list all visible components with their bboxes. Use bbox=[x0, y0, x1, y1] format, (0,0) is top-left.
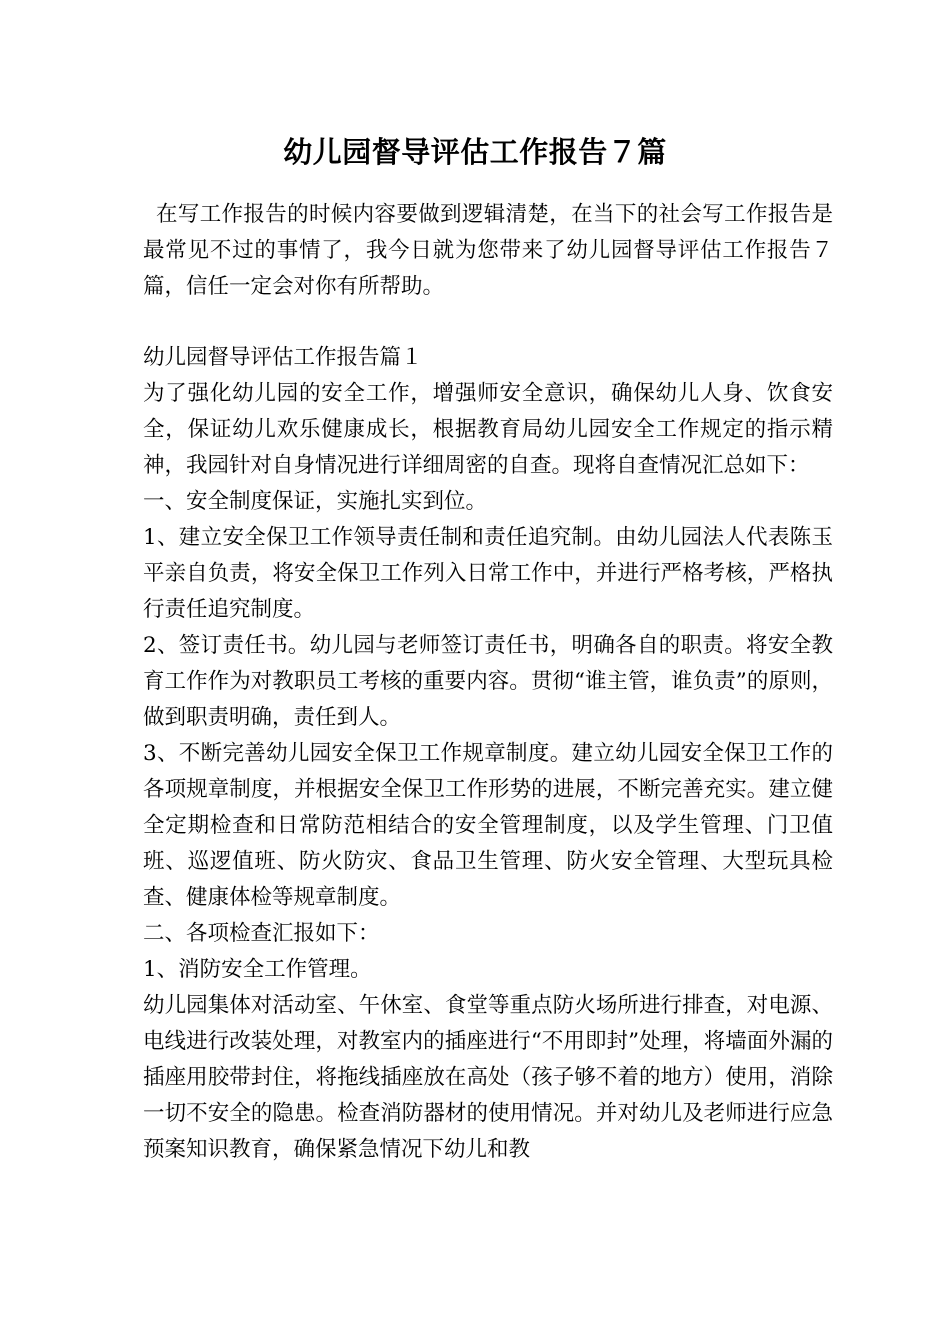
body-heading: 一、安全制度保证，实施扎实到位。 bbox=[143, 489, 488, 514]
body-paragraph: 2、签订责任书。幼儿园与老师签订责任书，明确各自的职责。将安全教育工作作为对教职员工考核的重要内容。贯彻“谁主管，谁负责”的原则，做到职责明确，责任到人。 bbox=[143, 633, 833, 730]
body-paragraph: 为了强化幼儿园的安全工作，增强师安全意识，确保幼儿人身、饮食安全，保证幼儿欢乐健康成长，根据教育局幼儿园安全工作规定的指示精神，我园针对自身情况进行详细周密的自查。现将自查情况汇总如下： bbox=[143, 381, 833, 478]
body-paragraph: 3、不断完善幼儿园安全保卫工作规章制度。建立幼儿园安全保卫工作的各项规章制度，并根据安全保卫工作形势的进展，不断完善充实。建立健全定期检查和日常防范相结合的安全管理制度，以及学生管理、门卫值班、巡逻值班、防火防灾、食品卫生管理、防火安全管理、大型玩具检查、健康体检等规章制度。 bbox=[143, 741, 833, 910]
body-paragraph: 幼儿园集体对活动室、午休室、食堂等重点防火场所进行排查，对电源、电线进行改装处理，对教室内的插座进行“不用即封”处理，将墙面外漏的插座用胶带封住，将拖线插座放在高处（孩子够不着的地方）使用，消除一切不安全的隐患。检查消防器材的使用情况。并对幼儿及老师进行应急预案知识教育，确保紧急情况下幼儿和教 bbox=[143, 993, 833, 1162]
body-subheading: 1、消防安全工作管理。 bbox=[143, 957, 372, 982]
body-heading: 二、各项检查汇报如下： bbox=[143, 921, 380, 946]
section-heading: 幼儿园督导评估工作报告篇１ bbox=[143, 345, 423, 370]
body-paragraph: 1、建立安全保卫工作领导责任制和责任追究制。由幼儿园法人代表陈玉平亲自负责，将安全保卫工作列入日常工作中，并进行严格考核，严格执行责任追究制度。 bbox=[143, 525, 833, 622]
intro-paragraph: 在写工作报告的时候内容要做到逻辑清楚，在当下的社会写工作报告是最常见不过的事情了，我今日就为您带来了幼儿园督导评估工作报告７篇，信任一定会对你有所帮助。 bbox=[143, 202, 833, 299]
document-title: 幼儿园督导评估工作报告７篇 bbox=[283, 135, 667, 169]
document-body bbox=[143, 340, 833, 1168]
